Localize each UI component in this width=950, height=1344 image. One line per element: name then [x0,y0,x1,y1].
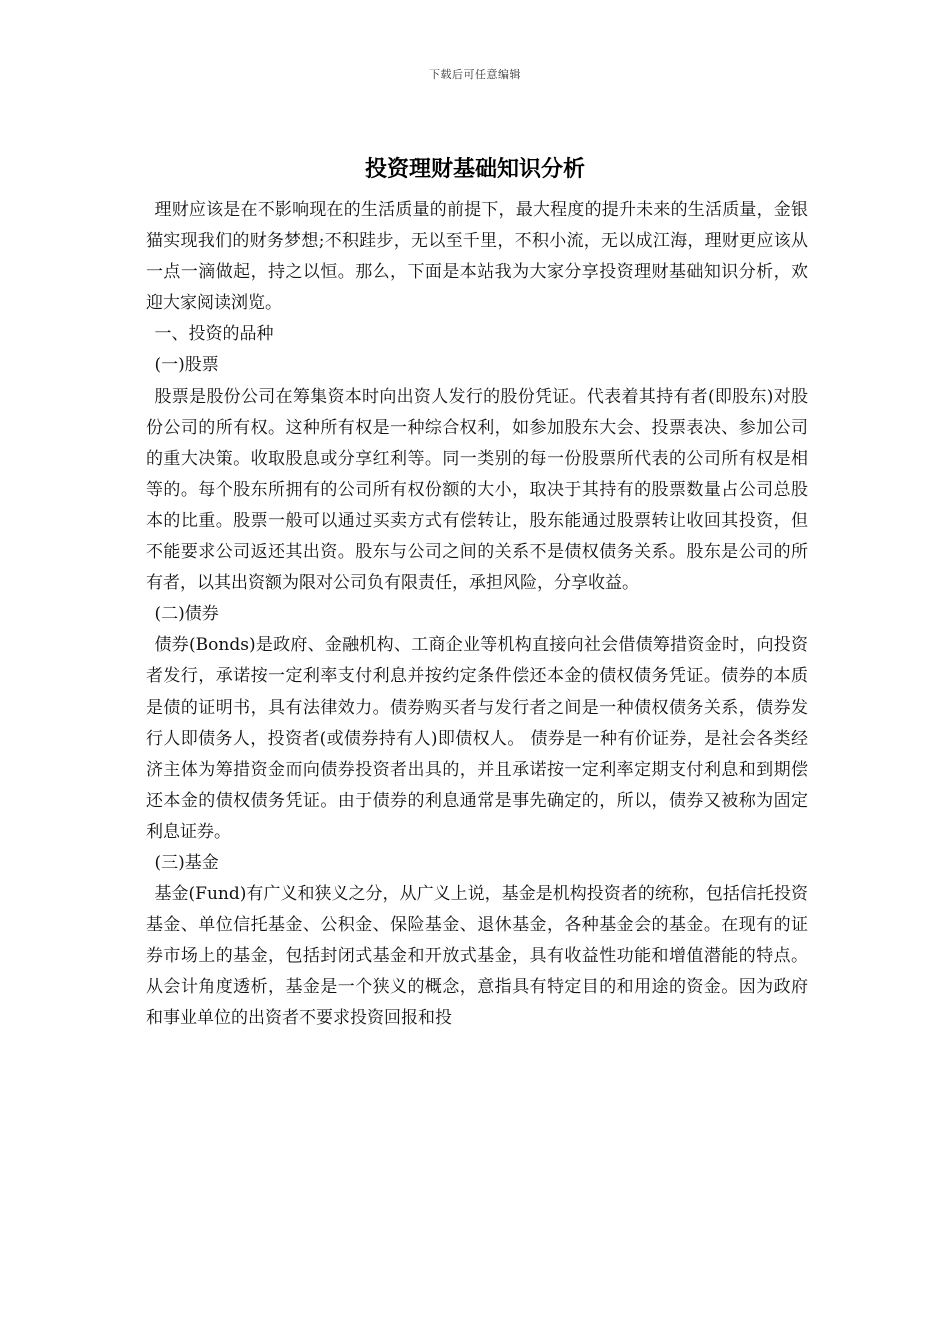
paragraph-bonds: 债券(Bonds)是政府、金融机构、工商企业等机构直接向社会借债筹措资金时，向投资者发行，承诺按一定利率支付利息并按约定条件偿还本金的债权债务凭证。债券的本质是债的证明书，具有法律效力。债券购买者与发行者之间是一种债权债务关系，债券发行人即债务人，投资者(或债券持有人)即债权人。 债券是一种有价证券，是社会各类经济主体为筹措资金而向债券投资者出具的，并且承诺按一定利率定期支付利息和到期偿还本金的债权债务凭证。由于债券的利息通常是事先确定的，所以，债券又被称为固定利息证券。 [146,635,808,842]
subheading-stocks: (一)股票 [154,355,219,376]
paragraph-funds: 基金(Fund)有广义和狭义之分，从广义上说，基金是机构投资者的统称，包括信托投资基金、单位信托基金、公积金、保险基金、退休基金，各种基金会的基金。在现有的证券市场上的基金，包括封闭式基金和开放式基金，具有收益性功能和增值潜能的特点。从会计角度透析，基金是一个狭义的概念，意指具有特定目的和用途的资金。因为政府和事业单位的出资者不要求投资回报和投 [146,884,808,1029]
document-body [146,195,808,1035]
document-title: 投资理财基础知识分析 [364,156,585,182]
paragraph-stocks: 股票是股份公司在筹集资本时向出资人发行的股份凭证。代表着其持有者(即股东)对股份公司的所有权。这种所有权是一种综合权利，如参加股东大会、投票表决、参加公司的重大决策。收取股息或分享红利等。同一类别的每一份股票所代表的公司所有权是相等的。每个股东所拥有的公司所有权份额的大小，取决于其持有的股票数量占公司总股本的比重。股票一般可以通过买卖方式有偿转让，股东能通过股票转让收回其投资，但不能要求公司返还其出资。股东与公司之间的关系不是债权债务关系。股东是公司的所有者，以其出资额为限对公司负有限责任，承担风险，分享收益。 [146,386,808,594]
section-heading-investment-types: 一、投资的品种 [154,324,274,345]
paragraph-intro: 理财应该是在不影响现在的生活质量的前提下，最大程度的提升未来的生活质量，金银猫实现我们的财务梦想;不积跬步，无以至千里，不积小流，无以成江海，理财更应该从一点一滴做起，持之以恒。那么，下面是本站我为大家分享投资理财基础知识分析，欢迎大家阅读浏览。 [146,200,808,314]
header-note: 下载后可任意编辑 [429,68,521,81]
subheading-funds: (三)基金 [154,852,219,873]
subheading-bonds: (二)债券 [154,604,219,625]
